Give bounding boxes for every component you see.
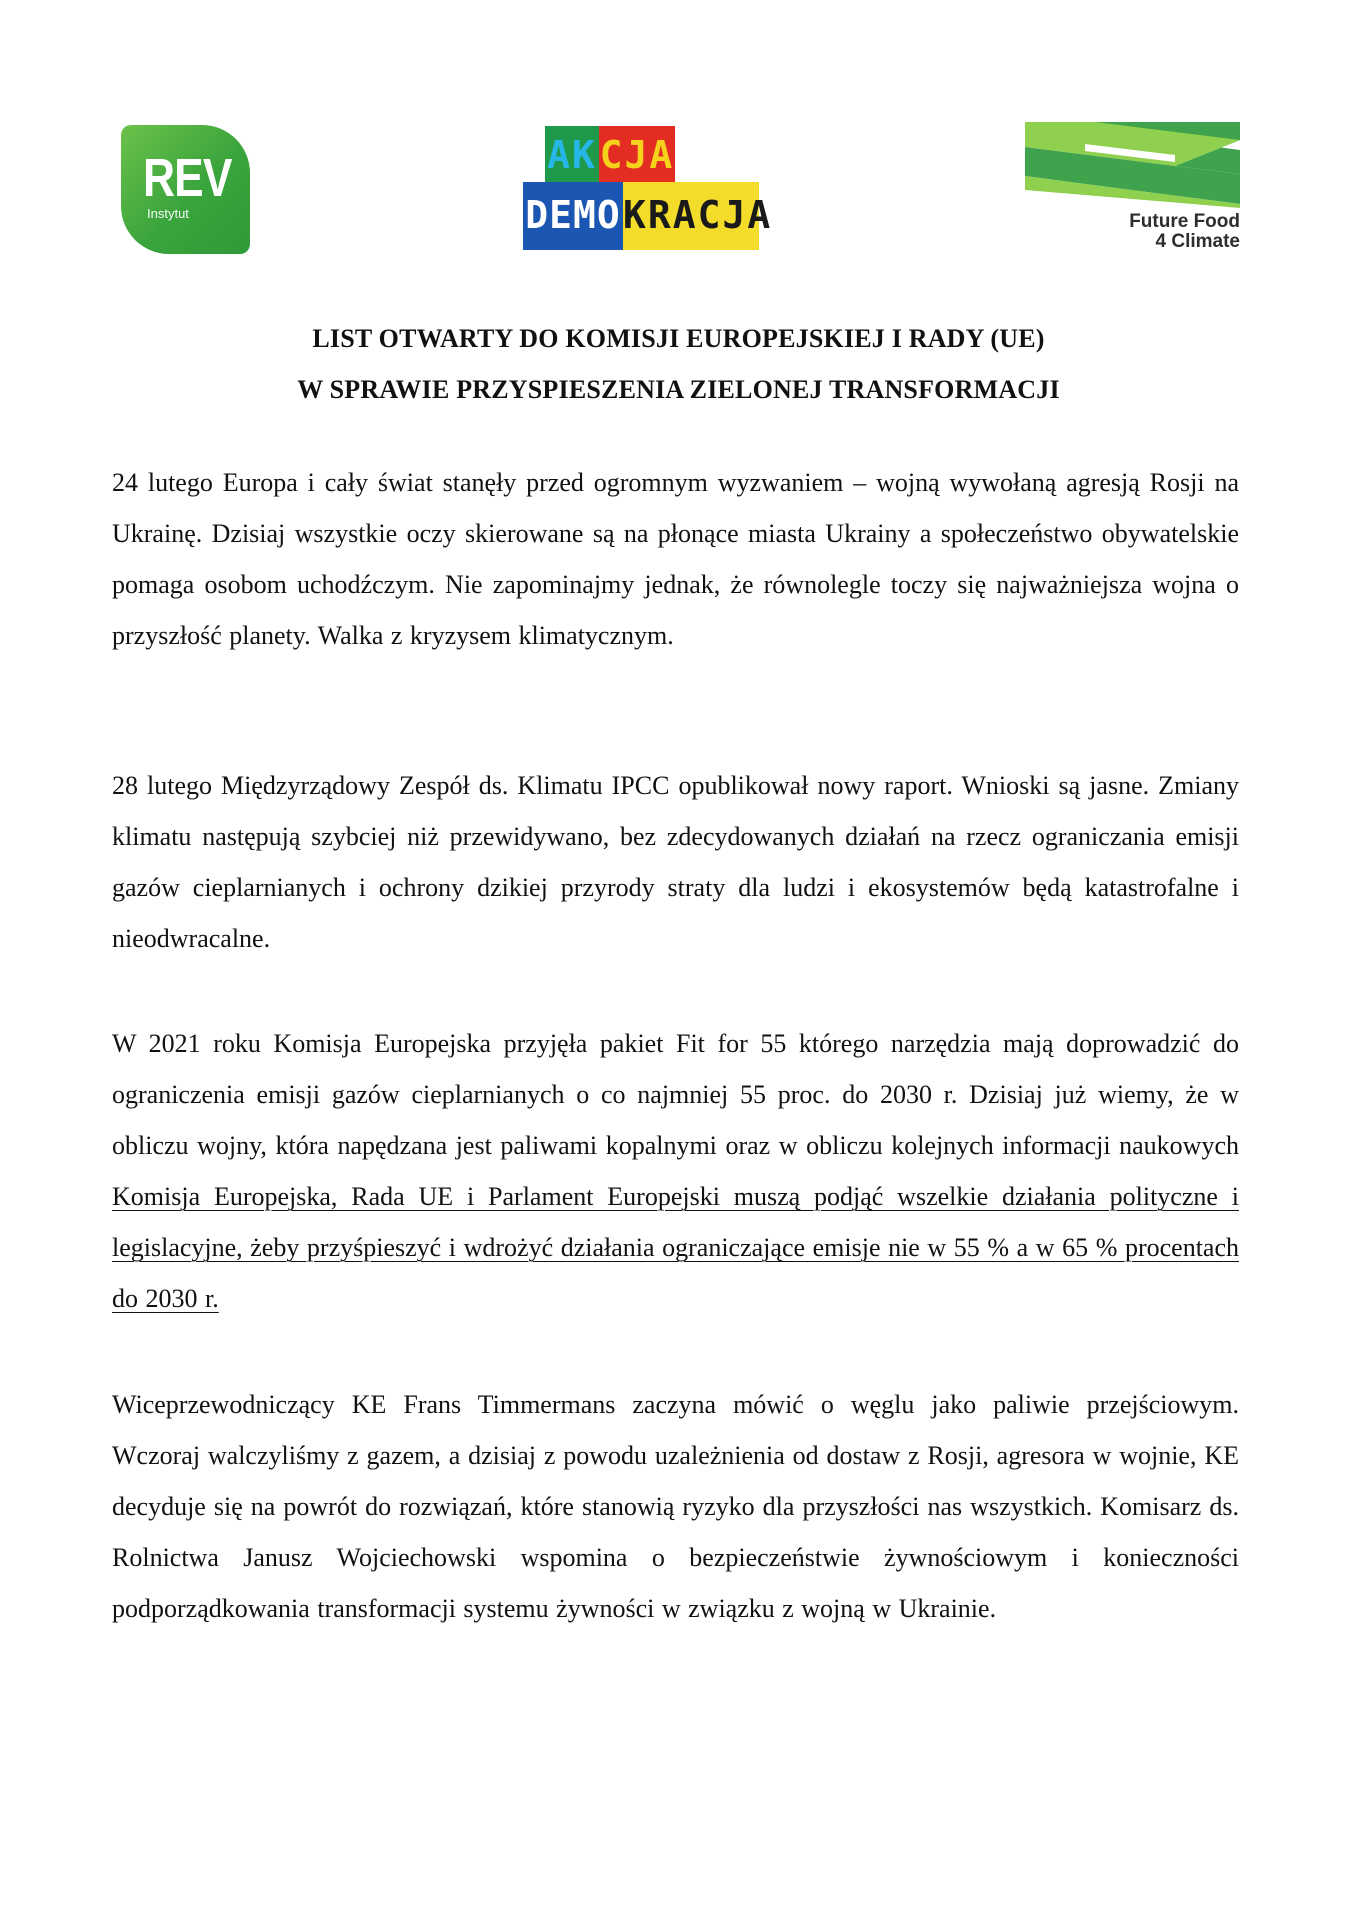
document-title-line1: LIST OTWARTY DO KOMISJI EUROPEJSKIEJ I RADY (UE) bbox=[312, 324, 1045, 353]
future-food-logo-line2: 4 Climate bbox=[1155, 231, 1240, 252]
paragraph-1: 24 lutego Europa i cały świat stanęły przed ogromnym wyzwaniem – wojną wywołaną agresją Rosji na Ukrainę. Dzisiaj wszystkie oczy skierowane są na płonące miasta Ukrainy a społeczeństwo obywatelskie pomaga osobom uchodźczym. Nie zapominajmy jednak, że równolegle toczy się najważniejsza wojna o przyszłość planety. Walka z kryzysem klimatycznym. bbox=[112, 468, 1239, 650]
akcja-demokracja-logo bbox=[523, 126, 773, 250]
paragraph-3 bbox=[112, 1018, 1239, 1324]
rev-logo bbox=[121, 125, 250, 254]
rev-logo-text: REV bbox=[143, 148, 232, 208]
future-food-logo-text bbox=[1129, 212, 1240, 252]
future-food-logo-line1: Future Food bbox=[1129, 211, 1240, 232]
rev-logo-subtext: Instytut bbox=[147, 206, 189, 221]
paragraph-3-underlined-demand: Komisja Europejska, Rada UE i Parlament Europejski muszą podjąć wszelkie działania polityczne i legislacyjne, żeby przyśpieszyć i wdrożyć działania ograniczające emisje nie w 55 % a w 65 % procentach do 2030 r. bbox=[112, 1182, 1239, 1313]
akcja-logo-ak: AK bbox=[545, 126, 599, 182]
future-food-4-climate-logo bbox=[1025, 122, 1240, 257]
document-title-line2: W SPRAWIE PRZYSPIESZENIA ZIELONEJ TRANSFORMACJI bbox=[297, 375, 1060, 404]
future-food-ribbon-icon bbox=[1025, 122, 1240, 208]
paragraph-3-text: W 2021 roku Komisja Europejska przyjęła pakiet Fit for 55 którego narzędzia mają doprowadzić do ograniczenia emisji gazów cieplarnianych o co najmniej 55 proc. do 2030 r. Dzisiaj już wiemy, że w obliczu wojny, która napędzana jest paliwami kopalnymi oraz w obliczu kolejnych informacji naukowych bbox=[112, 1029, 1239, 1160]
akcja-logo-cja: CJA bbox=[599, 126, 675, 182]
paragraph-4: Wiceprzewodniczący KE Frans Timmermans zaczyna mówić o węglu jako paliwie przejściowym. Wczoraj walczyliśmy z gazem, a dzisiaj z powodu uzależnienia od dostaw z Rosji, agresora w wojnie, KE decyduje się na powrót do rozwiązań, które stanowią ryzyko dla przyszłości nas wszystkich. Komisarz ds. Rolnictwa Janusz Wojciechowski wspomina o bezpieczeństwie żywnościowym i konieczności podporządkowania transformacji systemu żywności w związku z wojną w Ukrainie. bbox=[112, 1390, 1239, 1623]
akcja-logo-kracja: KRACJA bbox=[623, 182, 759, 250]
paragraph-2: 28 lutego Międzyrządowy Zespół ds. Klimatu IPCC opublikował nowy raport. Wnioski są jasne. Zmiany klimatu następują szybciej niż przewidywano, bez zdecydowanych działań na rzecz ograniczania emisji gazów cieplarnianych i ochrony dzikiej przyrody straty dla ludzi i ekosystemów będą katastrofalne i nieodwracalne. bbox=[112, 771, 1239, 953]
akcja-logo-demo: DEMO bbox=[523, 182, 623, 250]
document-title bbox=[0, 313, 1357, 415]
